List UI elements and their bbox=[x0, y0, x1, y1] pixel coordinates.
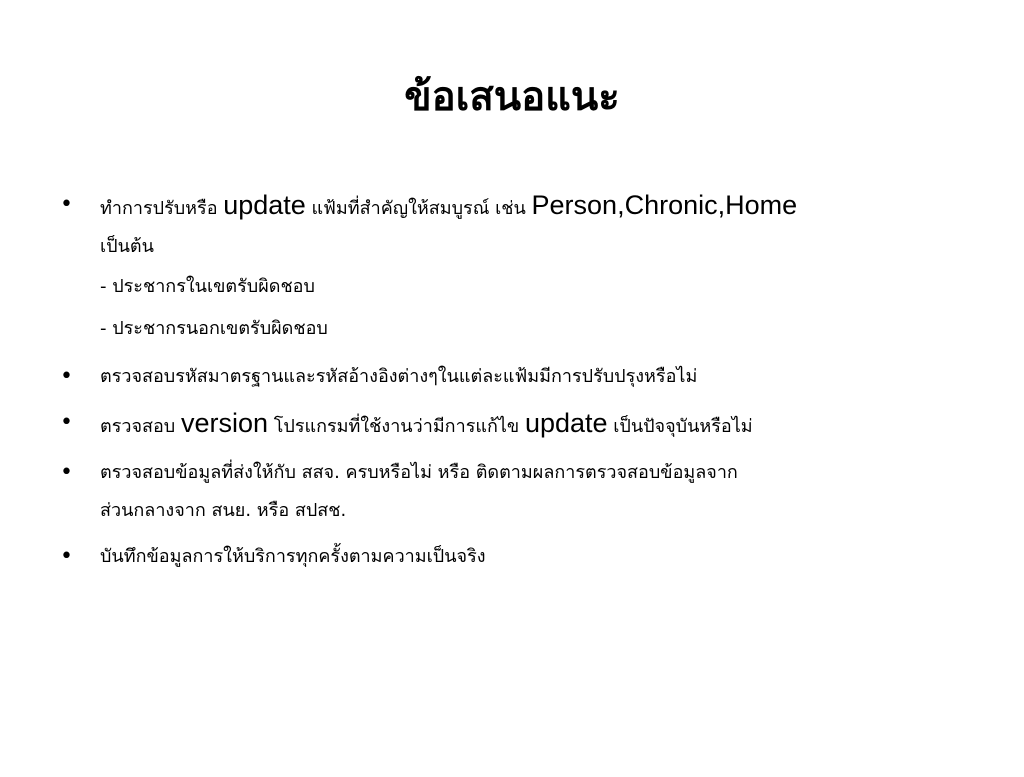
bullet-term: version bbox=[180, 408, 269, 438]
bullet-text: ตรวจสอบข้อมูลที่ส่งให้กับ สสจ. ครบหรือไม่ หรือ ติดตามผลการตรวจสอบข้อมูลจาก bbox=[100, 462, 738, 483]
bullet-item-check-codes bbox=[60, 358, 960, 396]
bullet-item-update-files bbox=[60, 186, 960, 350]
bullet-item-check-version bbox=[60, 404, 960, 446]
bullet-item-record-services bbox=[60, 538, 960, 576]
bullet-dot-icon: • bbox=[60, 410, 73, 435]
bullet-dot-icon: • bbox=[60, 544, 73, 569]
bullet-item-check-data-sent bbox=[60, 454, 960, 530]
bullet-text: ตรวจสอบ bbox=[100, 416, 181, 437]
bullet-list bbox=[60, 186, 960, 584]
bullet-dot-icon: • bbox=[60, 460, 73, 485]
bullet-text: ทำการปรับหรือ bbox=[100, 198, 224, 219]
bullet-dot-icon: • bbox=[60, 192, 73, 217]
bullet-text: ตรวจสอบรหัสมาตรฐานและรหัสอ้างอิงต่างๆในแต่ละแฟ้มมีการปรับปรุงหรือไม่ bbox=[100, 366, 698, 387]
bullet-text: แฟ้มที่สำคัญให้สมบูรณ์ เช่น bbox=[305, 198, 532, 219]
bullet-term: Person,Chronic,Home bbox=[531, 190, 798, 220]
sub-item-in-area: - ประชากรในเขตรับผิดชอบ bbox=[100, 276, 315, 297]
slide-title: ข้อเสนอแนะ bbox=[404, 74, 620, 120]
bullet-text: โปรแกรมที่ใช้งานว่ามีการแก้ไข bbox=[268, 416, 525, 437]
bullet-text: เป็นปัจจุบันหรือไม่ bbox=[607, 416, 753, 437]
bullet-term: update bbox=[524, 408, 608, 438]
bullet-line bbox=[100, 404, 960, 446]
bullet-text: บันทึกข้อมูลการให้บริการทุกครั้งตามความเป็นจริง bbox=[100, 546, 486, 567]
bullet-dot-icon: • bbox=[60, 364, 73, 389]
bullet-term: update bbox=[223, 190, 306, 220]
sub-item-out-area: - ประชากรนอกเขตรับผิดชอบ bbox=[100, 318, 328, 339]
bullet-line-continuation: ส่วนกลางจาก สนย. หรือ สปสช. bbox=[100, 500, 347, 521]
bullet-line bbox=[100, 186, 960, 228]
bullet-line-continuation: เป็นต้น bbox=[100, 236, 154, 257]
